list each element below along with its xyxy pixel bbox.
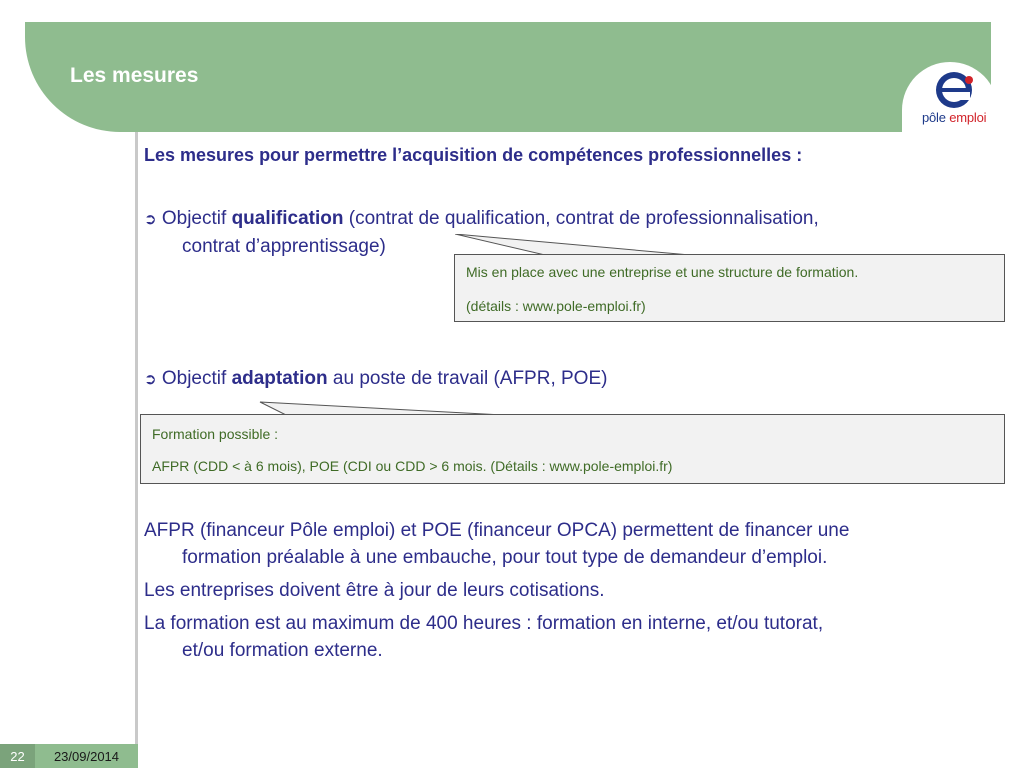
bullet-rest: (contrat de qualification, contrat de professionnalisation, <box>343 208 819 229</box>
callout-line: AFPR (CDD < à 6 mois), POE (CDI ou CDD > 6 mois. (Détails : www.pole-emploi.fr) <box>152 458 673 474</box>
page-number: 22 <box>0 744 35 768</box>
bullet-keyword: qualification <box>231 208 344 229</box>
paragraph-duration <box>144 610 1004 664</box>
paragraph-text: La formation est au maximum de 400 heures : formation en interne, et/ou tutorat, <box>144 613 824 634</box>
paragraph-text: AFPR (financeur Pôle emploi) et POE (financeur OPCA) permettent de financer une <box>144 520 850 541</box>
paragraph-continuation: formation préalable à une embauche, pour tout type de demandeur d’emploi. <box>182 547 828 568</box>
bullet-keyword: adaptation <box>231 368 328 389</box>
arrow-bullet-icon: ➲ <box>144 211 157 228</box>
bullet-prefix: Objectif <box>161 208 232 229</box>
footer-date: 23/09/2014 <box>35 744 138 768</box>
callout-line: (détails : www.pole-emploi.fr) <box>466 298 646 314</box>
slide-title: Les mesures <box>70 64 199 87</box>
paragraph-continuation: et/ou formation externe. <box>182 640 383 661</box>
bullet-continuation: contrat d’apprentissage) <box>182 236 386 257</box>
paragraph-text: Les entreprises doivent être à jour de leurs cotisations. <box>144 580 605 601</box>
section-heading: Les mesures pour permettre l’acquisition de compétences professionnelles : <box>144 145 803 165</box>
paragraph-contributions <box>144 577 1004 604</box>
logo-wordmark <box>922 110 986 125</box>
paragraph-financing <box>144 517 1004 571</box>
arrow-bullet-icon: ➲ <box>144 371 157 388</box>
logo-word-emploi: emploi <box>949 110 987 125</box>
logo-word-pole: pôle <box>922 110 946 125</box>
bullet-adaptation <box>144 365 974 393</box>
bullet-prefix: Objectif <box>161 368 232 389</box>
callout-adaptation <box>140 414 1005 484</box>
callout-qualification <box>454 254 1005 322</box>
callout-line: Formation possible : <box>152 426 279 442</box>
bullet-rest: au poste de travail (AFPR, POE) <box>327 368 608 389</box>
pole-emploi-logo-icon <box>932 70 976 110</box>
callout-line: Mis en place avec une entreprise et une structure de formation. <box>466 264 859 280</box>
left-divider <box>135 132 138 768</box>
